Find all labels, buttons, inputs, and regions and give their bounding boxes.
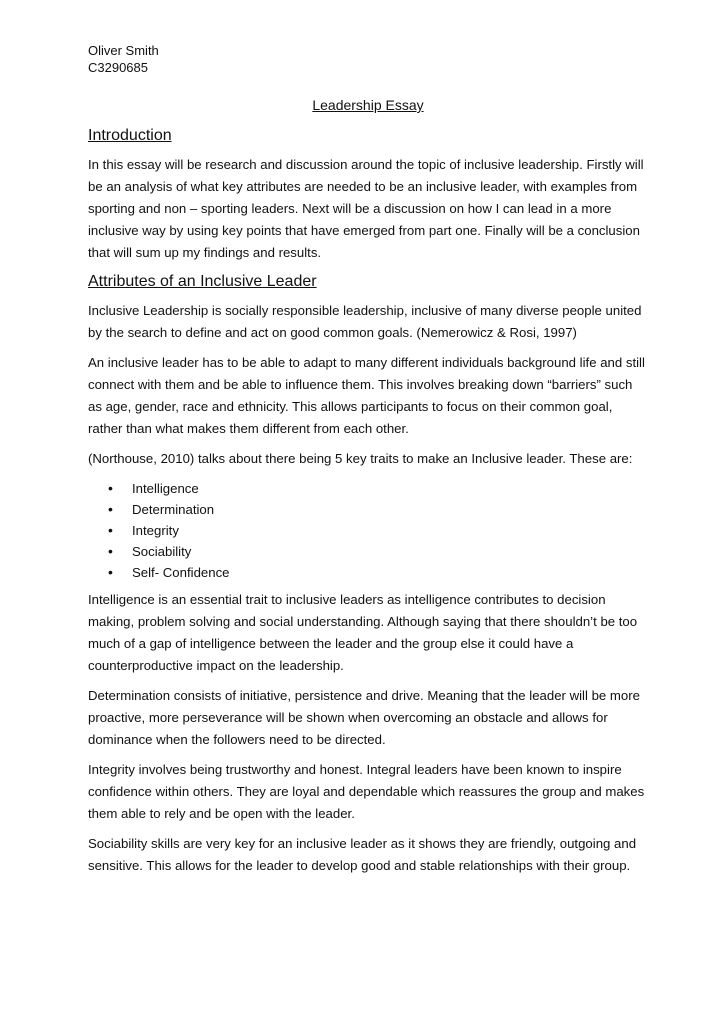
list-item: • Self- Confidence bbox=[88, 562, 648, 583]
essay-title: Leadership Essay bbox=[312, 97, 424, 113]
introduction-heading: Introduction bbox=[88, 127, 172, 144]
attributes-heading: Attributes of an Inclusive Leader bbox=[88, 273, 317, 290]
list-item: • Intelligence bbox=[88, 478, 648, 499]
traits-list bbox=[88, 478, 648, 583]
definition-paragraph: Inclusive Leadership is socially responsible leadership, inclusive of many diverse people united by the search to define and act on good common goals. (Nemerowicz & Rosi, 1997) bbox=[88, 303, 642, 340]
sociability-paragraph: Sociability skills are very key for an inclusive leader as it shows they are friendly, outgoing and sensitive. This allows for the leader to develop good and stable relationships with their group. bbox=[88, 836, 637, 873]
list-item: • Determination bbox=[88, 499, 648, 520]
intelligence-paragraph: Intelligence is an essential trait to inclusive leaders as intelligence contributes to decision making, problem solving and social understanding. Although saying that there shouldn’t be too much of a gap of intelligence between the leader and the group else it could have a counterproductive impact on the leadership. bbox=[88, 592, 638, 673]
determination-paragraph: Determination consists of initiative, persistence and drive. Meaning that the leader will be more proactive, more perseverance will be shown when overcoming an obstacle and allows for dominance when the followers need to be directed. bbox=[88, 688, 640, 747]
adaptation-paragraph: An inclusive leader has to be able to adapt to many different individuals background life and still connect with them and be able to influence them. This involves breaking down “barriers” such as age, gender, race and ethnicity. This allows participants to focus on their common goal, rather than what makes them different from each other. bbox=[88, 355, 645, 436]
list-item: • Sociability bbox=[88, 541, 648, 562]
list-item: • Integrity bbox=[88, 520, 648, 541]
introduction-paragraph: In this essay will be research and discussion around the topic of inclusive leadership. Firstly will be an analysis of what key attributes are needed to be an inclusive leader, with examples from sporting and non – sporting leaders. Next will be a discussion on how I can lead in a more inclusive way by using key points that have emerged from part one. Finally will be a conclusion that will sum up my findings and results. bbox=[88, 157, 644, 260]
integrity-paragraph: Integrity involves being trustworthy and honest. Integral leaders have been known to inspire confidence within others. They are loyal and dependable which reassures the group and makes them able to rely and be open with the leader. bbox=[88, 762, 645, 821]
student-id: C3290685 bbox=[88, 60, 148, 75]
traits-intro-paragraph: (Northouse, 2010) talks about there being 5 key traits to make an Inclusive leader. These are: bbox=[88, 451, 633, 466]
author-name: Oliver Smith bbox=[88, 43, 159, 58]
essay-page bbox=[88, 42, 648, 885]
